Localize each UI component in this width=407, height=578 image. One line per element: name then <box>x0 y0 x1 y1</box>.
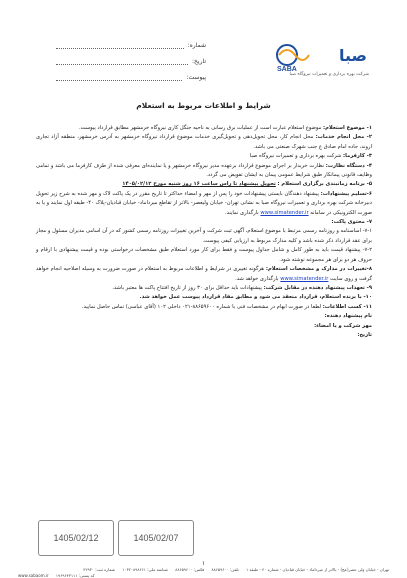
section-2 <box>36 133 372 152</box>
date-label: تاریخ: <box>192 58 206 65</box>
page-number: ۱ <box>201 560 206 567</box>
section-5 <box>36 180 372 189</box>
section-4-label: ۴- دستگاه نظارت: <box>325 162 372 169</box>
section-11-text: لطفا در صورت ابهام در مشخصات فنی با شماره ۸۸۶۵۹۶۰۰-۰۲۱ داخلی ۱۰۲ (آقای عباسی) تماس حاصل نمایید. <box>81 303 322 310</box>
section-11 <box>36 303 372 312</box>
logo-tagline: شرکت بهره برداری و تعمیرات نیروگاه صبا <box>289 72 369 77</box>
number-label: شماره: <box>187 42 206 49</box>
number-dots <box>56 42 184 49</box>
attachment-dots <box>56 74 182 81</box>
section-9-text: پیشنهادات باید حداقل برای ۳۰ روز از تاریخ افتتاح پاکت ها معتبر باشد. <box>112 284 262 291</box>
date-box-right: 1405/02/07 <box>118 520 194 556</box>
document-body <box>36 124 372 340</box>
page-footer <box>18 567 389 572</box>
company-logo <box>267 40 371 92</box>
section-10 <box>36 293 372 302</box>
section-4 <box>36 162 372 181</box>
section-8-tail: بارگذاری خواهد شد. <box>235 275 279 282</box>
document-title: شرایط و اطلاعات مربوط به استعلام <box>136 101 271 110</box>
section-11-label: ۱۱- کسب اطلاعات: <box>322 303 372 310</box>
signature-date <box>36 331 372 340</box>
date-box-left: 1405/02/12 <box>38 520 114 556</box>
section-9-label: ۹- تعهدات پیشنهاد دهنده در مقابل شرکت: <box>263 284 372 291</box>
section-1-text: موضوع استعلام عبارت است از عملیات برق رسانی به ناحیه جنگل کاری نیروگاه خرمشهر مطابق قرارداد پیوست. <box>79 125 322 131</box>
logo-en-text: SABA <box>277 66 297 73</box>
section-9 <box>36 284 372 293</box>
signature-name-label: نام پیشنهاد دهنده: <box>324 313 372 320</box>
footer-tel: تلفن: ۸۸۶۵۹۶۰۰ <box>211 567 239 572</box>
section-7-label: ۷- محتوی پاکت: <box>331 219 372 226</box>
logo-mark-icon <box>275 43 311 73</box>
section-7-1: ۷-۱- اساسنامه و روزنامه رسمی مرتبط با موضوع استعلام، آگهی ثبت شرکت و آخرین تغییرات روزنامه رسمی کشور که در آن اسامی مدیران مسئول و مجاز برای عقد قرارداد ذکر شده باشد و کلیه مدارک مربوط به ارزیابی کیفی پیوست. <box>36 228 372 244</box>
section-2-text: محل انجام کار، محل تحویل‌دهی و تحویل‌گیری خدمات موضوع قرارداد نیروگاه خرمشهر به آدرس خرمشهر، منطقه آزاد تجاری اروند، جاده امام صادق ع جنب شهرک صنعتی می باشد. <box>36 134 372 150</box>
section-5-label: ۵- برنامه زمانبندی برگزاری استعلام : <box>277 181 372 188</box>
section-6 <box>36 190 372 218</box>
number-field <box>56 40 206 51</box>
footer-fax: فکس: ۸۸۶۵۹۶۰۰ <box>175 567 205 572</box>
section-8-label: ۸-تغییرات در مدارک و مشخصات استعلام: <box>265 266 372 273</box>
section-1-label: ۱- موضوع استعلام: <box>323 125 372 131</box>
date-field <box>56 56 206 67</box>
section-1 <box>36 124 372 133</box>
simatender-link-2[interactable]: www.simatender.ir <box>280 275 329 282</box>
signature-stamp-label: مهر شرکت و یا امضاء: <box>314 322 372 329</box>
section-6-tail: بارگذاری نمایند. <box>224 209 259 216</box>
logo-fa-text: صبا <box>339 46 367 65</box>
signature-name <box>36 312 372 321</box>
section-8-text: هرگونه تغییری در شرایط و اطلاعات مربوط به استعلام در صورت ضرورت به وسیله اصلاحیه انجام خواهد گرفت و روی سایت <box>36 266 372 282</box>
section-7-2: ۷-۲- پیشنهاد قیمت باید به طور کامل و شامل جداول پیوست و فقط برای کار مورد استعلام طبق مشخصات درخواستی بوده و قیمت پیشنهادی با ارقام و حروف هر دو برای هر مجموعه نوشته شود. <box>36 247 372 263</box>
footer-postal: کد پستی: ۱۹۶۹۶۴۳۱۱۱ <box>55 573 95 578</box>
section-6-label: ۶-تسلیم پیشنهادات: <box>320 190 372 197</box>
signature-stamp <box>36 322 372 331</box>
footer-reg-no: شماره ثبت: ۴۲۹۳۰ <box>83 567 115 572</box>
section-6-text: پیشنهاد دهندگان بایستی پیشنهادات خود را پس از مهر و امضاء حداکثر تا تاریخ مقرر در یک پاکت لاک و مهر شده به شرح زیر تحویل دبیرخانه شرکت بهره برداری و تعمیرات نیروگاه صبا به نشانی تهران- خیابان ولیعصر- بالاتر از تقاطع میرداماد- خیابان قبادیان-پلاک ۴۰- طبقه اول نمایند و یا به صورت الکترونیکی در سامانه <box>36 190 372 216</box>
section-4-text: نظارت خریدار بر اجرای موضوع قرارداد برعهده مدیر نیروگاه خرمشهر و یا نماینده‌ای معرفی شده از طرف کارفرما می باشد و تمامی وظایف قانونی پیمانکار طبق شرایط عمومی پیمان به ایشان تفویض می گردد. <box>36 162 372 179</box>
document-meta <box>56 40 206 88</box>
footer-web[interactable]: www.sabaom.ir <box>18 573 49 578</box>
section-10-label: ۱۰- با برنده استعلام، قرارداد منعقد می شود و مطابق مفاد قرارداد پیوست عمل خواهد شد. <box>139 294 372 301</box>
section-8 <box>36 265 372 284</box>
date-dots <box>56 58 188 65</box>
section-3-label: ۳- کارفرما: <box>343 153 372 160</box>
section-7 <box>36 218 372 227</box>
footer-national-id: شناسه ملی: ۱۰۳۲۰۸۹۸۶۶۱ <box>122 567 168 572</box>
section-3-text: شرکت بهره برداری و تعمیرات نیروگاه صبا <box>249 153 342 160</box>
section-2-label: ۲- محل انجام خدمات: <box>315 134 372 141</box>
footer-address: تهران - خیابان ولی عصر(عج) - بالاتر از میرداماد - خیابان قبادیان - شماره ۴۰ - طبقه ۱ <box>246 567 389 572</box>
attachment-field <box>56 72 206 83</box>
signature-date-label: تاریخ: <box>357 331 372 338</box>
simatender-link[interactable]: www.simatender.ir <box>260 209 309 216</box>
section-5-text: تحویل پیشنهاد تا راس ساعت ۱۶ روز شنبه مورخ ۱۴۰۵/۰۲/۱۲ <box>122 181 276 188</box>
section-3 <box>36 152 372 161</box>
attachment-label: پیوست: <box>186 74 206 81</box>
